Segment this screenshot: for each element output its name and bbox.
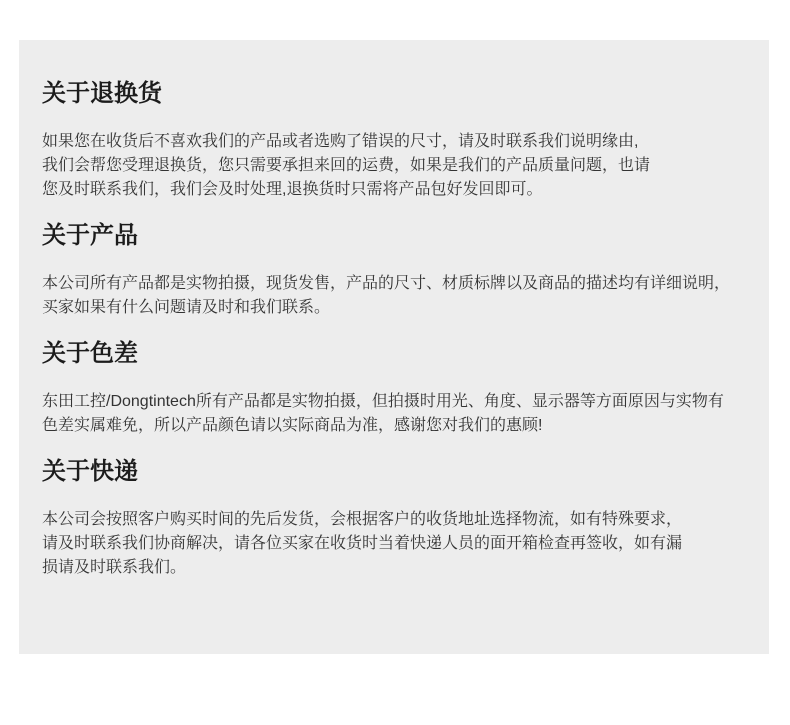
section-returns-heading: 关于退换货 [42,80,162,107]
info-card [19,40,769,654]
section-color-difference [42,338,746,438]
section-returns [42,78,746,202]
section-product-body: 本公司所有产品都是实物拍摄，现货发售，产品的尺寸、材质标牌以及商品的描述均有详细说明， 买家如果有什么问题请及时和我们联系。 [42,275,731,316]
section-color-difference-heading: 关于色差 [42,340,138,367]
section-product-heading: 关于产品 [42,222,138,249]
section-product [42,220,746,320]
section-shipping-body: 本公司会按照客户购买时间的先后发货，会根据客户的收货地址选择物流，如有特殊要求， 请及时联系我们协商解决，请各位买家在收货时当着快递人员的面开箱检查再签收，如有漏 损请及时联系我们。 [42,511,683,576]
section-shipping [42,456,746,580]
section-color-difference-body: 东田工控/Dongtintech所有产品都是实物拍摄，但拍摄时用光、角度、显示器等方面原因与实物有 色差实属难免，所以产品颜色请以实际商品为准，感谢您对我们的惠顾! [42,393,724,434]
section-returns-body: 如果您在收货后不喜欢我们的产品或者选购了错误的尺寸，请及时联系我们说明缘由, 我们会帮您受理退换货，您只需要承担来回的运费，如果是我们的产品质量问题，也请 您及时联系我们，我们会及时处理,退换货时只需将产品包好发回即可。 [42,133,651,198]
section-shipping-heading: 关于快递 [42,458,138,485]
